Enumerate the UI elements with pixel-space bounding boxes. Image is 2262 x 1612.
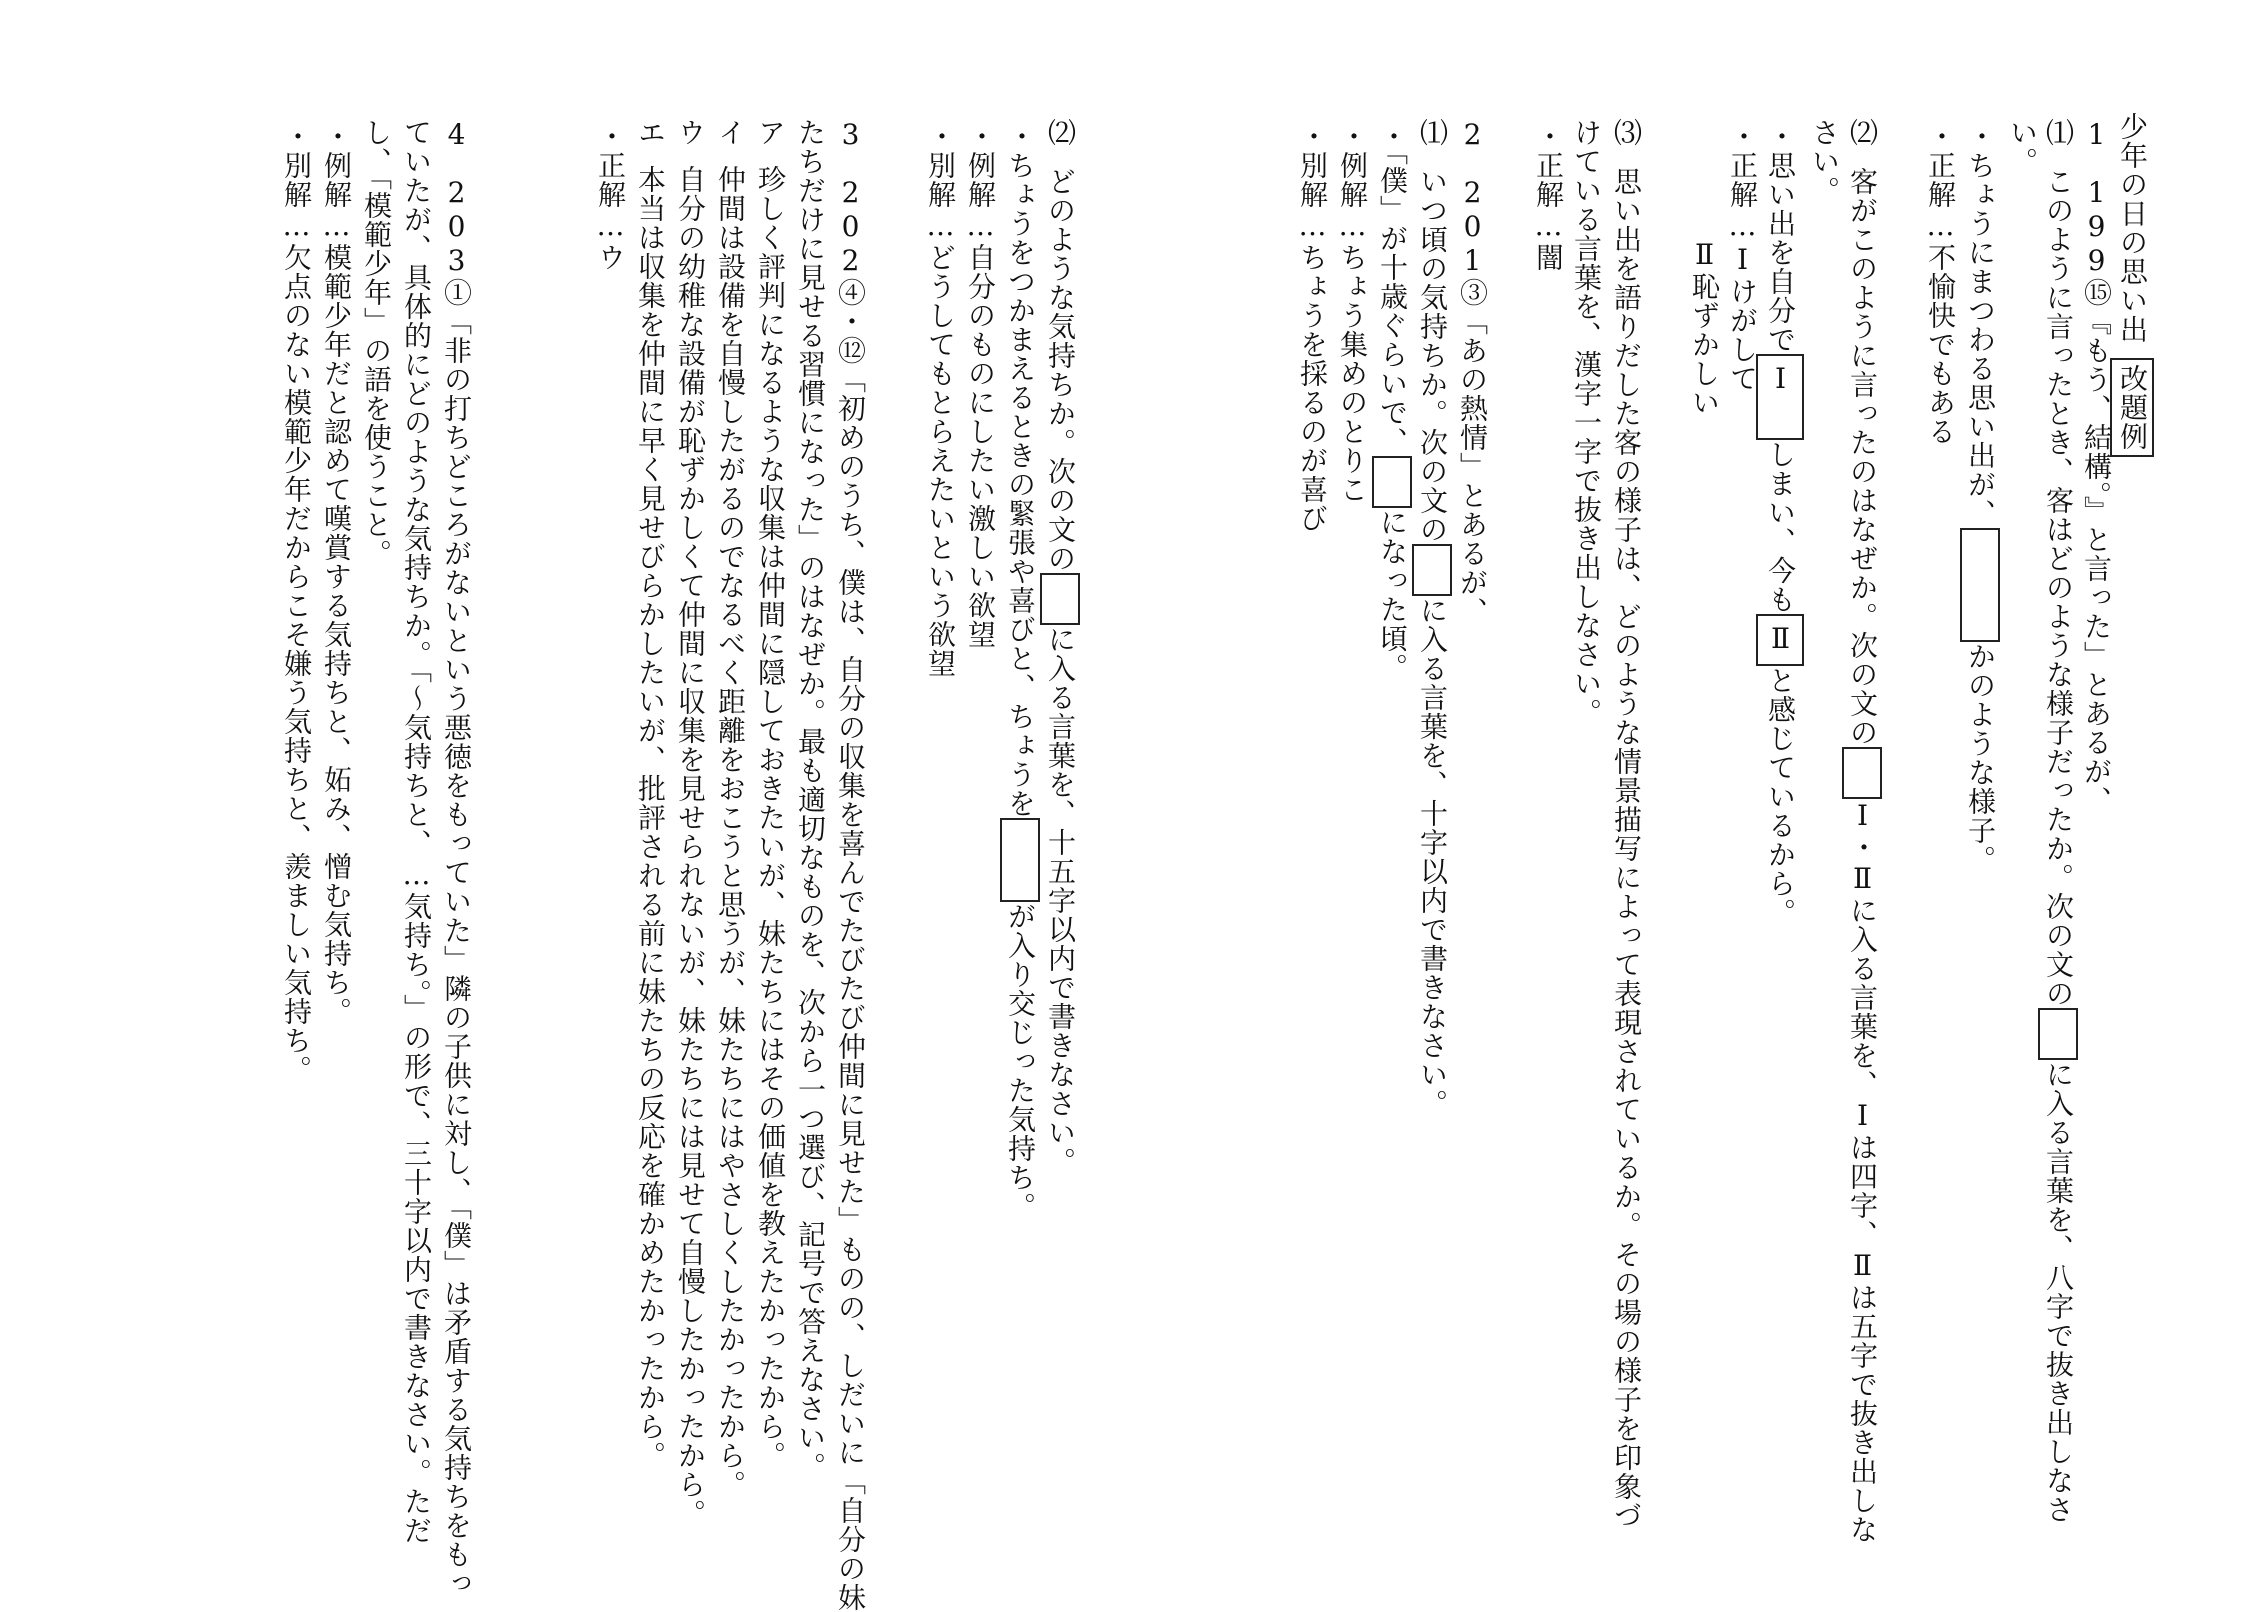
q1-part3-answer	[1528, 0, 1568, 272]
q2-part1-prompt-a: いつ頃の気持ちか。次の文の	[1416, 167, 1449, 544]
q2-part2-sentence-a: ・ちょうをつかまえるときの緊張や喜びと、ちょうを	[1004, 122, 1037, 818]
q1-part1-sentence-b: かのような様子。	[1964, 642, 1997, 874]
q1-ref-line	[2076, 0, 2116, 815]
q4-answer	[316, 0, 356, 1026]
q2-part2-alt-text: ・別解…どうしてもとらえたいという欲望	[924, 122, 957, 678]
answer-blank-box	[1842, 747, 1882, 799]
q1-number: 1	[2080, 118, 2113, 152]
title-tag: 改題例	[2110, 358, 2154, 457]
q4-line1	[436, 0, 476, 1598]
q1-part2-sentence-c: と感じているから。	[1764, 666, 1797, 927]
choice-key: イ	[714, 118, 747, 147]
choice-text: 仲間は設備を自慢したがるのでなるべく距離をおこうと思うが、妹たちにはやさしくしたかったから。	[714, 165, 747, 1499]
q1-part1-number: ⑴	[2042, 118, 2075, 147]
q1-part2-answer	[1722, 0, 1762, 393]
q1-part1-line	[2038, 0, 2078, 1524]
q3-answer	[590, 0, 630, 272]
q2-number: 2	[1456, 118, 1489, 152]
q4-prompt-a: 203①「非の打ちどころがないという悪徳をもっていた」隣の子供に対し、「僕」は矛盾する気持ちをもっ	[440, 176, 473, 1598]
q2-part1-answer	[1332, 0, 1372, 504]
answer-blank-box	[1412, 544, 1452, 596]
q3-prompt-a: 202④・⑫「初めのうち、僕は、自分の収集を喜んでたびたび仲間に見せた」ものの、しだいに「自分の妹	[834, 176, 867, 1612]
q1-part2-answer-I: ・正解…Ⅰけがして	[1726, 122, 1759, 393]
q2-part1-alt-text: ・別解…ちょうを採るのが喜び	[1296, 122, 1329, 533]
q2-part2-number: ⑵	[1044, 118, 1077, 147]
choice-key: エ	[634, 118, 667, 147]
q1-part2-sentence-b: しまい、今も	[1764, 440, 1797, 614]
q1-part2-sentence-a: ・思い出を自分で	[1764, 122, 1797, 354]
answer-blank-box	[1000, 818, 1040, 902]
q2-part1-sentence-a: ・「僕」が十歳ぐらいで、	[1376, 122, 1409, 456]
choice-text: 本当は収集を仲間に早く見せびらかしたいが、批評される前に妹たちの反応を確かめたかったから。	[634, 165, 667, 1470]
q1-part2-line	[1842, 0, 1882, 1544]
q2-part1-prompt-b: に入る言葉を、十字以内で書きなさい。	[1416, 596, 1449, 1118]
blank-box-I: Ⅰ	[1756, 354, 1804, 440]
choice-text: 珍しく評判になるような収集は仲間に隠しておきたいが、妹たちにはその価値を教えたかったから。	[754, 165, 787, 1470]
q4-line2	[396, 0, 436, 1545]
q1-part2-prompt-c: さい。	[1808, 118, 1841, 205]
q1-part3-prompt-a: 思い出を語りだした客の様子は、どのような情景描写によって表現されているか。その場の様子を印象づ	[1610, 167, 1643, 1530]
q3-choice-u	[670, 0, 710, 1528]
q1-part2-prompt-b: Ⅰ・Ⅱに入る言葉を、Ⅰは四字、Ⅱは五字で抜き出しな	[1846, 799, 1879, 1544]
q1-part2-sentence	[1764, 0, 1804, 927]
q1-part1-answer-text: ・正解…不愉快でもある	[1924, 122, 1957, 446]
q4-number: 4	[440, 118, 473, 152]
blank-box-II: Ⅱ	[1756, 614, 1804, 666]
answer-blank-box	[2038, 1008, 2078, 1060]
q3-choice-i	[710, 0, 750, 1499]
q3-choice-a	[750, 0, 790, 1470]
q2-part2-prompt-b: に入る言葉を、十五字以内で書きなさい。	[1044, 625, 1077, 1176]
q3-line1	[830, 0, 870, 1612]
q1-part1-prompt-a: このように言ったとき、客はどのような様子だったか。次の文の	[2042, 167, 2075, 1008]
q4-answer-text: ・例解…模範少年だと認めて嘆賞する気持ちと、妬み、憎む気持ち。	[320, 122, 353, 1026]
q1-part3-prompt-b: けている言葉を、漢字一字で抜き出しなさい。	[1570, 118, 1603, 727]
q2-part2-alt	[920, 0, 960, 678]
q2-part1-answer-text: ・例解…ちょう集めのとりこ	[1336, 122, 1369, 504]
q3-prompt-b: たちだけに見せる習慣になった」のはなぜか。最も適切なものを、次から一つ選び、記号で答えなさい。	[794, 118, 827, 1481]
q3-line2	[790, 0, 830, 1481]
q2-part2-prompt-a: どのような気持ちか。次の文の	[1044, 167, 1077, 573]
choice-key: ア	[754, 118, 787, 147]
q2-part2-sentence-b: が入り交じった気持ち。	[1004, 902, 1037, 1221]
title-column	[2114, 0, 2154, 457]
page-title: 少年の日の思い出	[2116, 112, 2149, 344]
q1-part3-line2	[1566, 0, 1606, 727]
q3-number: 3	[834, 118, 867, 152]
q1-part1-prompt-c: い。	[2006, 118, 2039, 176]
q2-part2-answer	[960, 0, 1000, 649]
answer-blank-box	[1040, 573, 1080, 625]
q1-part3-line	[1606, 0, 1646, 1530]
q1-part1-prompt-b: に入る言葉を、八字で抜き出しなさ	[2042, 1060, 2075, 1524]
q4-prompt-b: ていたが、具体的にどのような気持ちか。「〜気持ちと、…気持ち。」の形で、三十字以内で書きなさい。ただ	[400, 118, 433, 1545]
q2-part1-alt	[1292, 0, 1332, 533]
answer-blank-box	[1960, 528, 2000, 642]
q2-part1-number: ⑴	[1416, 118, 1449, 147]
q4-alt	[276, 0, 316, 1084]
q1-part1-line2	[2002, 0, 2042, 176]
q1-part3-answer-text: ・正解…闇	[1532, 122, 1565, 272]
q1-part1-sentence	[1960, 0, 2000, 874]
q1-part1-answer	[1920, 0, 1960, 446]
q2-part2-answer-text: ・例解…自分のものにしたい激しい欲望	[964, 122, 997, 649]
q1-part1-sentence-a: ・ちょうにまつわる思い出が、	[1964, 122, 1997, 528]
answer-blank-box	[1372, 456, 1412, 508]
q4-prompt-c: し、「模範少年」の語を使うこと。	[360, 118, 393, 568]
q1-part2-answer-II: Ⅱ恥ずかしい	[1688, 238, 1721, 417]
q2-part1-sentence-b: になった頃。	[1376, 508, 1409, 682]
q1-part2-answer2	[1684, 0, 1724, 417]
q3-choice-e	[630, 0, 670, 1470]
q2-part2-line	[1040, 0, 1080, 1176]
q1-part2-prompt-a: 客がこのように言ったのはなぜか。次の文の	[1846, 167, 1879, 747]
q1-part2-number: ⑵	[1846, 118, 1879, 147]
q1-part3-number: ⑶	[1610, 118, 1643, 147]
q2-ref-line	[1452, 0, 1492, 626]
q2-reference: 201③「あの熱情」とあるが、	[1456, 176, 1489, 626]
q1-part2-line2	[1804, 0, 1844, 205]
q2-part1-line	[1412, 0, 1452, 1118]
q3-answer-text: ・正解…ウ	[594, 122, 627, 272]
q2-part2-sentence	[1000, 0, 1040, 1221]
choice-text: 自分の幼稚な設備が恥ずかしくて仲間に収集を見せられないが、妹たちには見せて自慢したかったから。	[674, 165, 707, 1528]
q1-reference: 199⑮『もう、結構。』と言った」とあるが、	[2080, 176, 2113, 815]
choice-key: ウ	[674, 118, 707, 147]
q4-alt-text: ・別解…欠点のない模範少年だからこそ嫌う気持ちと、羨ましい気持ち。	[280, 122, 313, 1084]
q4-line3	[356, 0, 396, 568]
q2-part1-sentence	[1372, 0, 1412, 682]
